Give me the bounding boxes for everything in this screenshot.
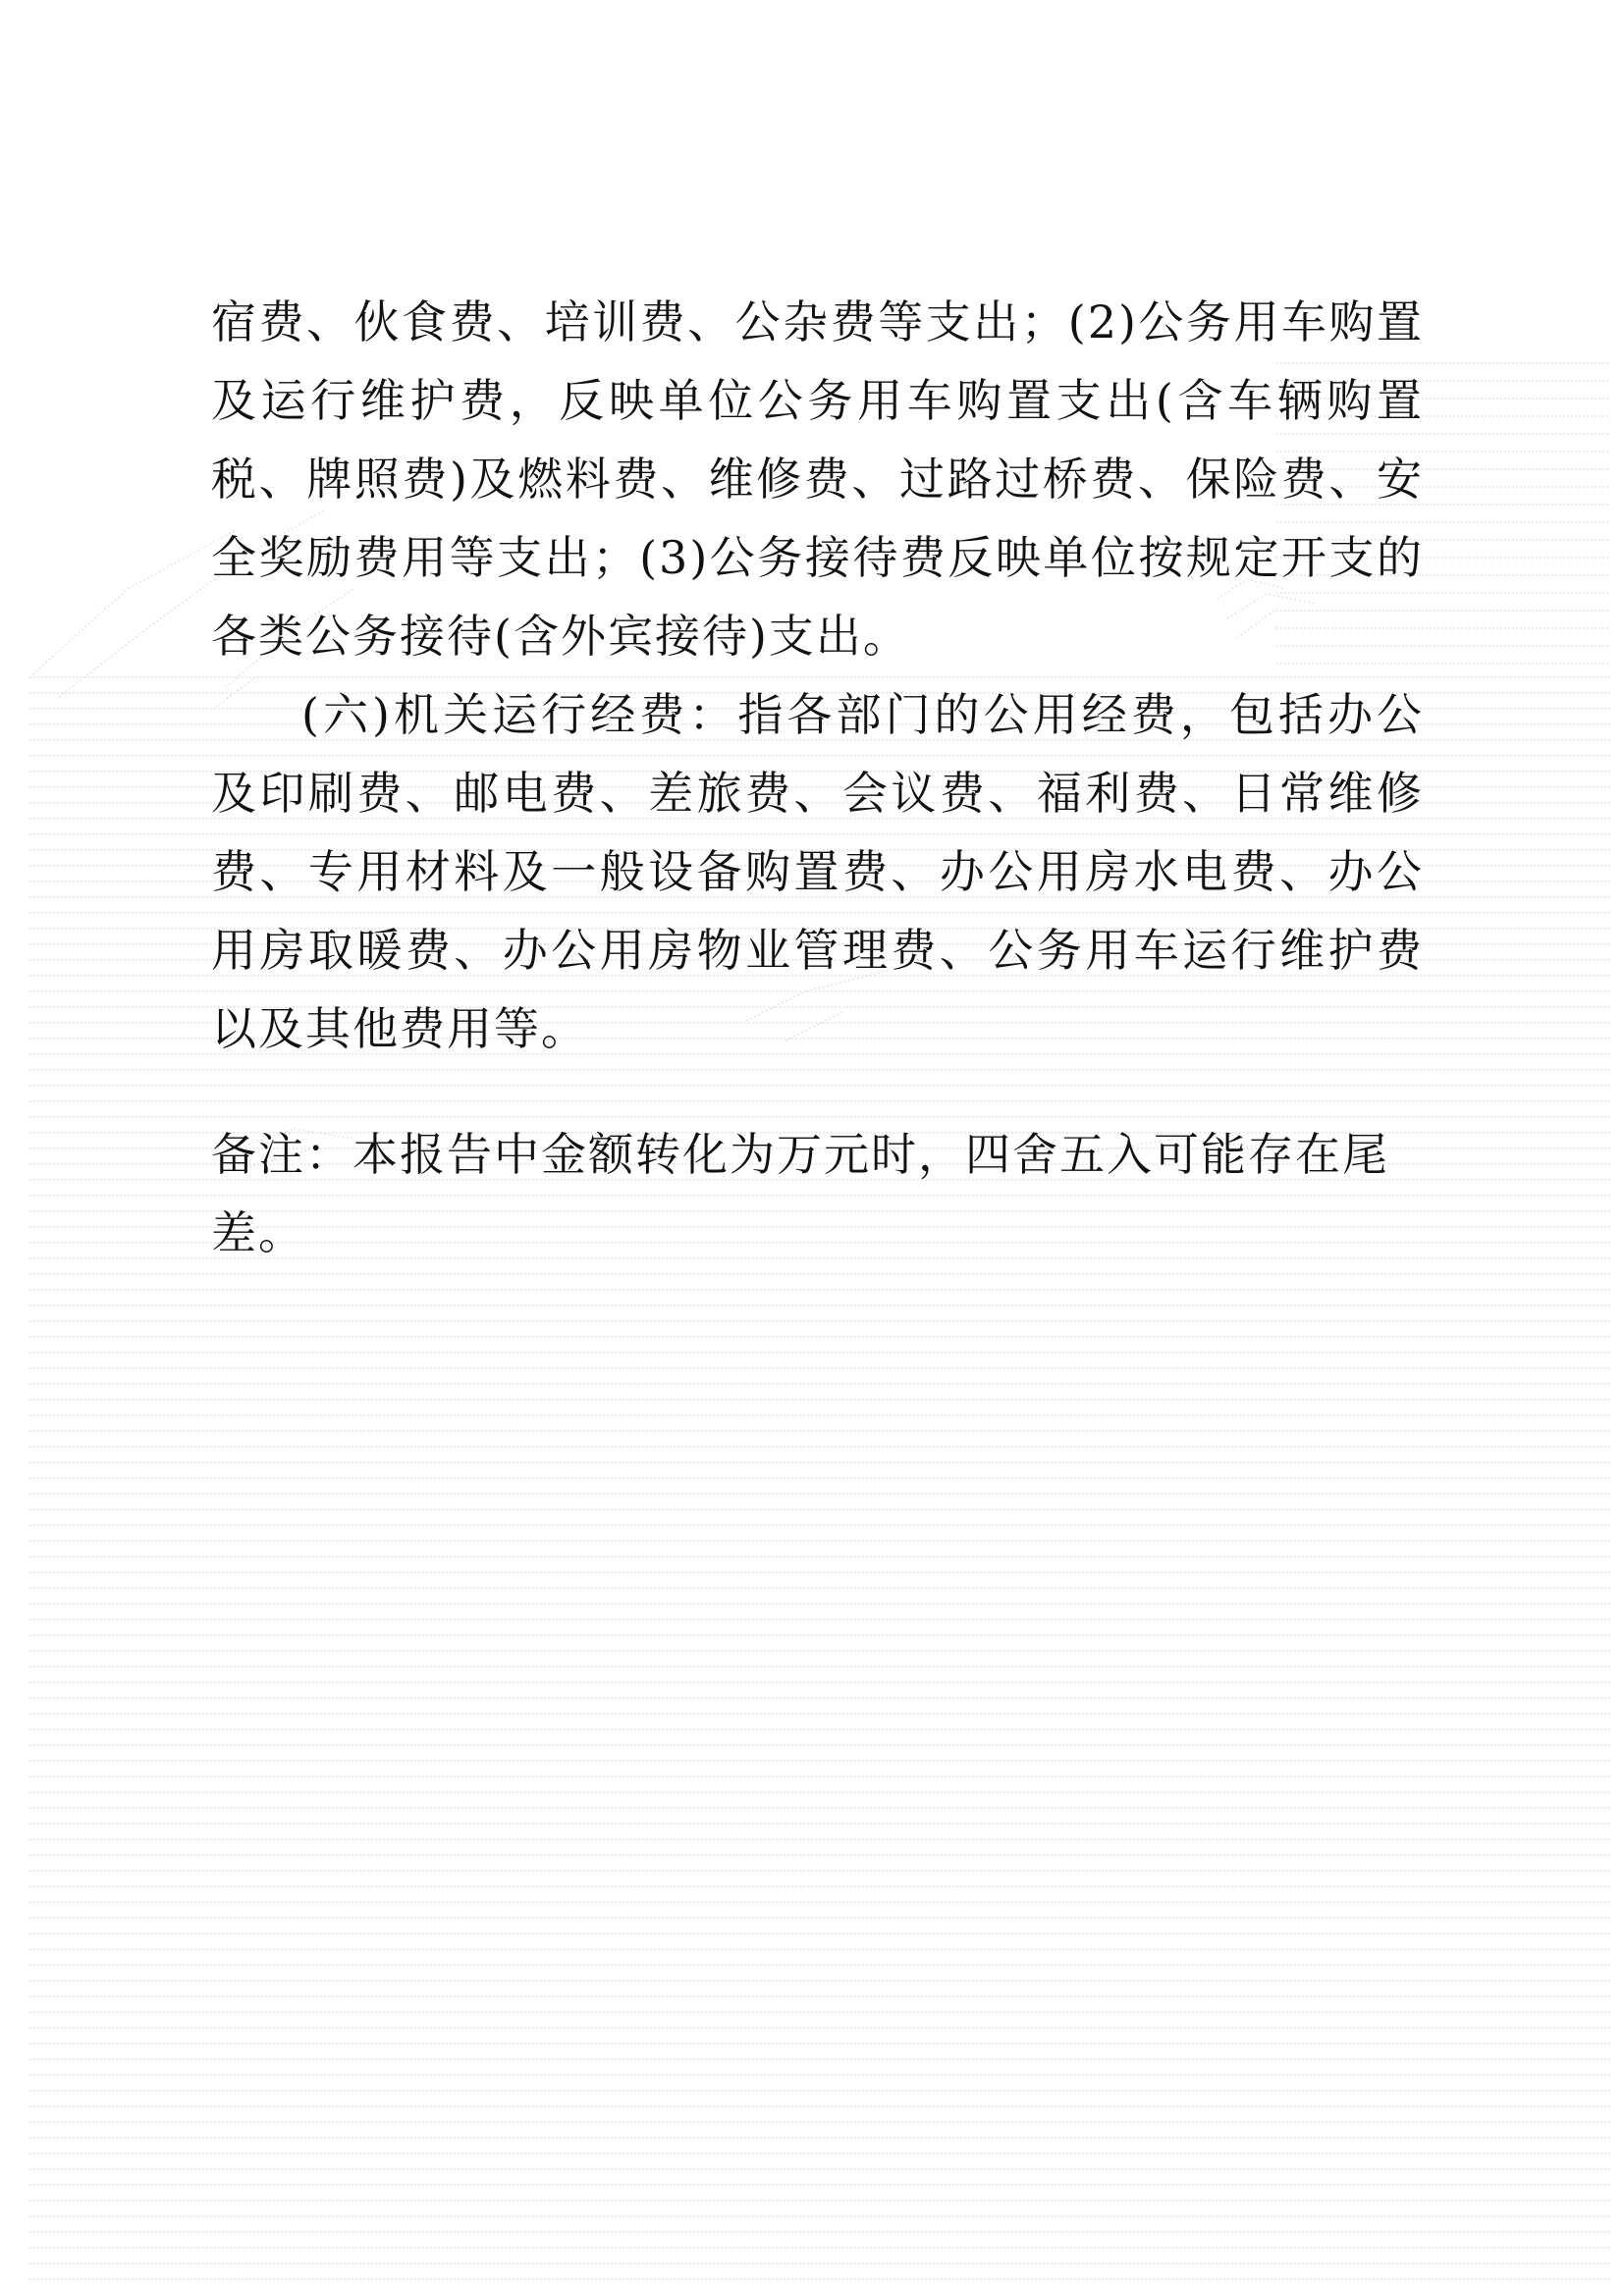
footnote-rounding-remark: 备注：本报告中金额转化为万元时，四舍五入可能存在尾差。 bbox=[211, 1128, 1389, 1259]
paragraph-agency-operating-expenses: (六)机关运行经费：指各部门的公用经费，包括办公及印刷费、邮电费、差旅费、会议费、福利费、日常维修费、专用材料及一般设备购置费、办公用房水电费、办公用房取暖费、办公用房物业管理费、公务用车运行维护费以及其他费用等。 bbox=[211, 688, 1424, 1055]
document-body bbox=[211, 283, 1424, 1272]
paragraph-public-expense-details: 宿费、伙食费、培训费、公杂费等支出；(2)公务用车购置及运行维护费，反映单位公务用车购置支出(含车辆购置税、牌照费)及燃料费、维修费、过路过桥费、保险费、安全奖励费用等支出；(3)公务接待费反映单位按规定开支的各类公务接待(含外宾接待)支出。 bbox=[211, 295, 1424, 663]
